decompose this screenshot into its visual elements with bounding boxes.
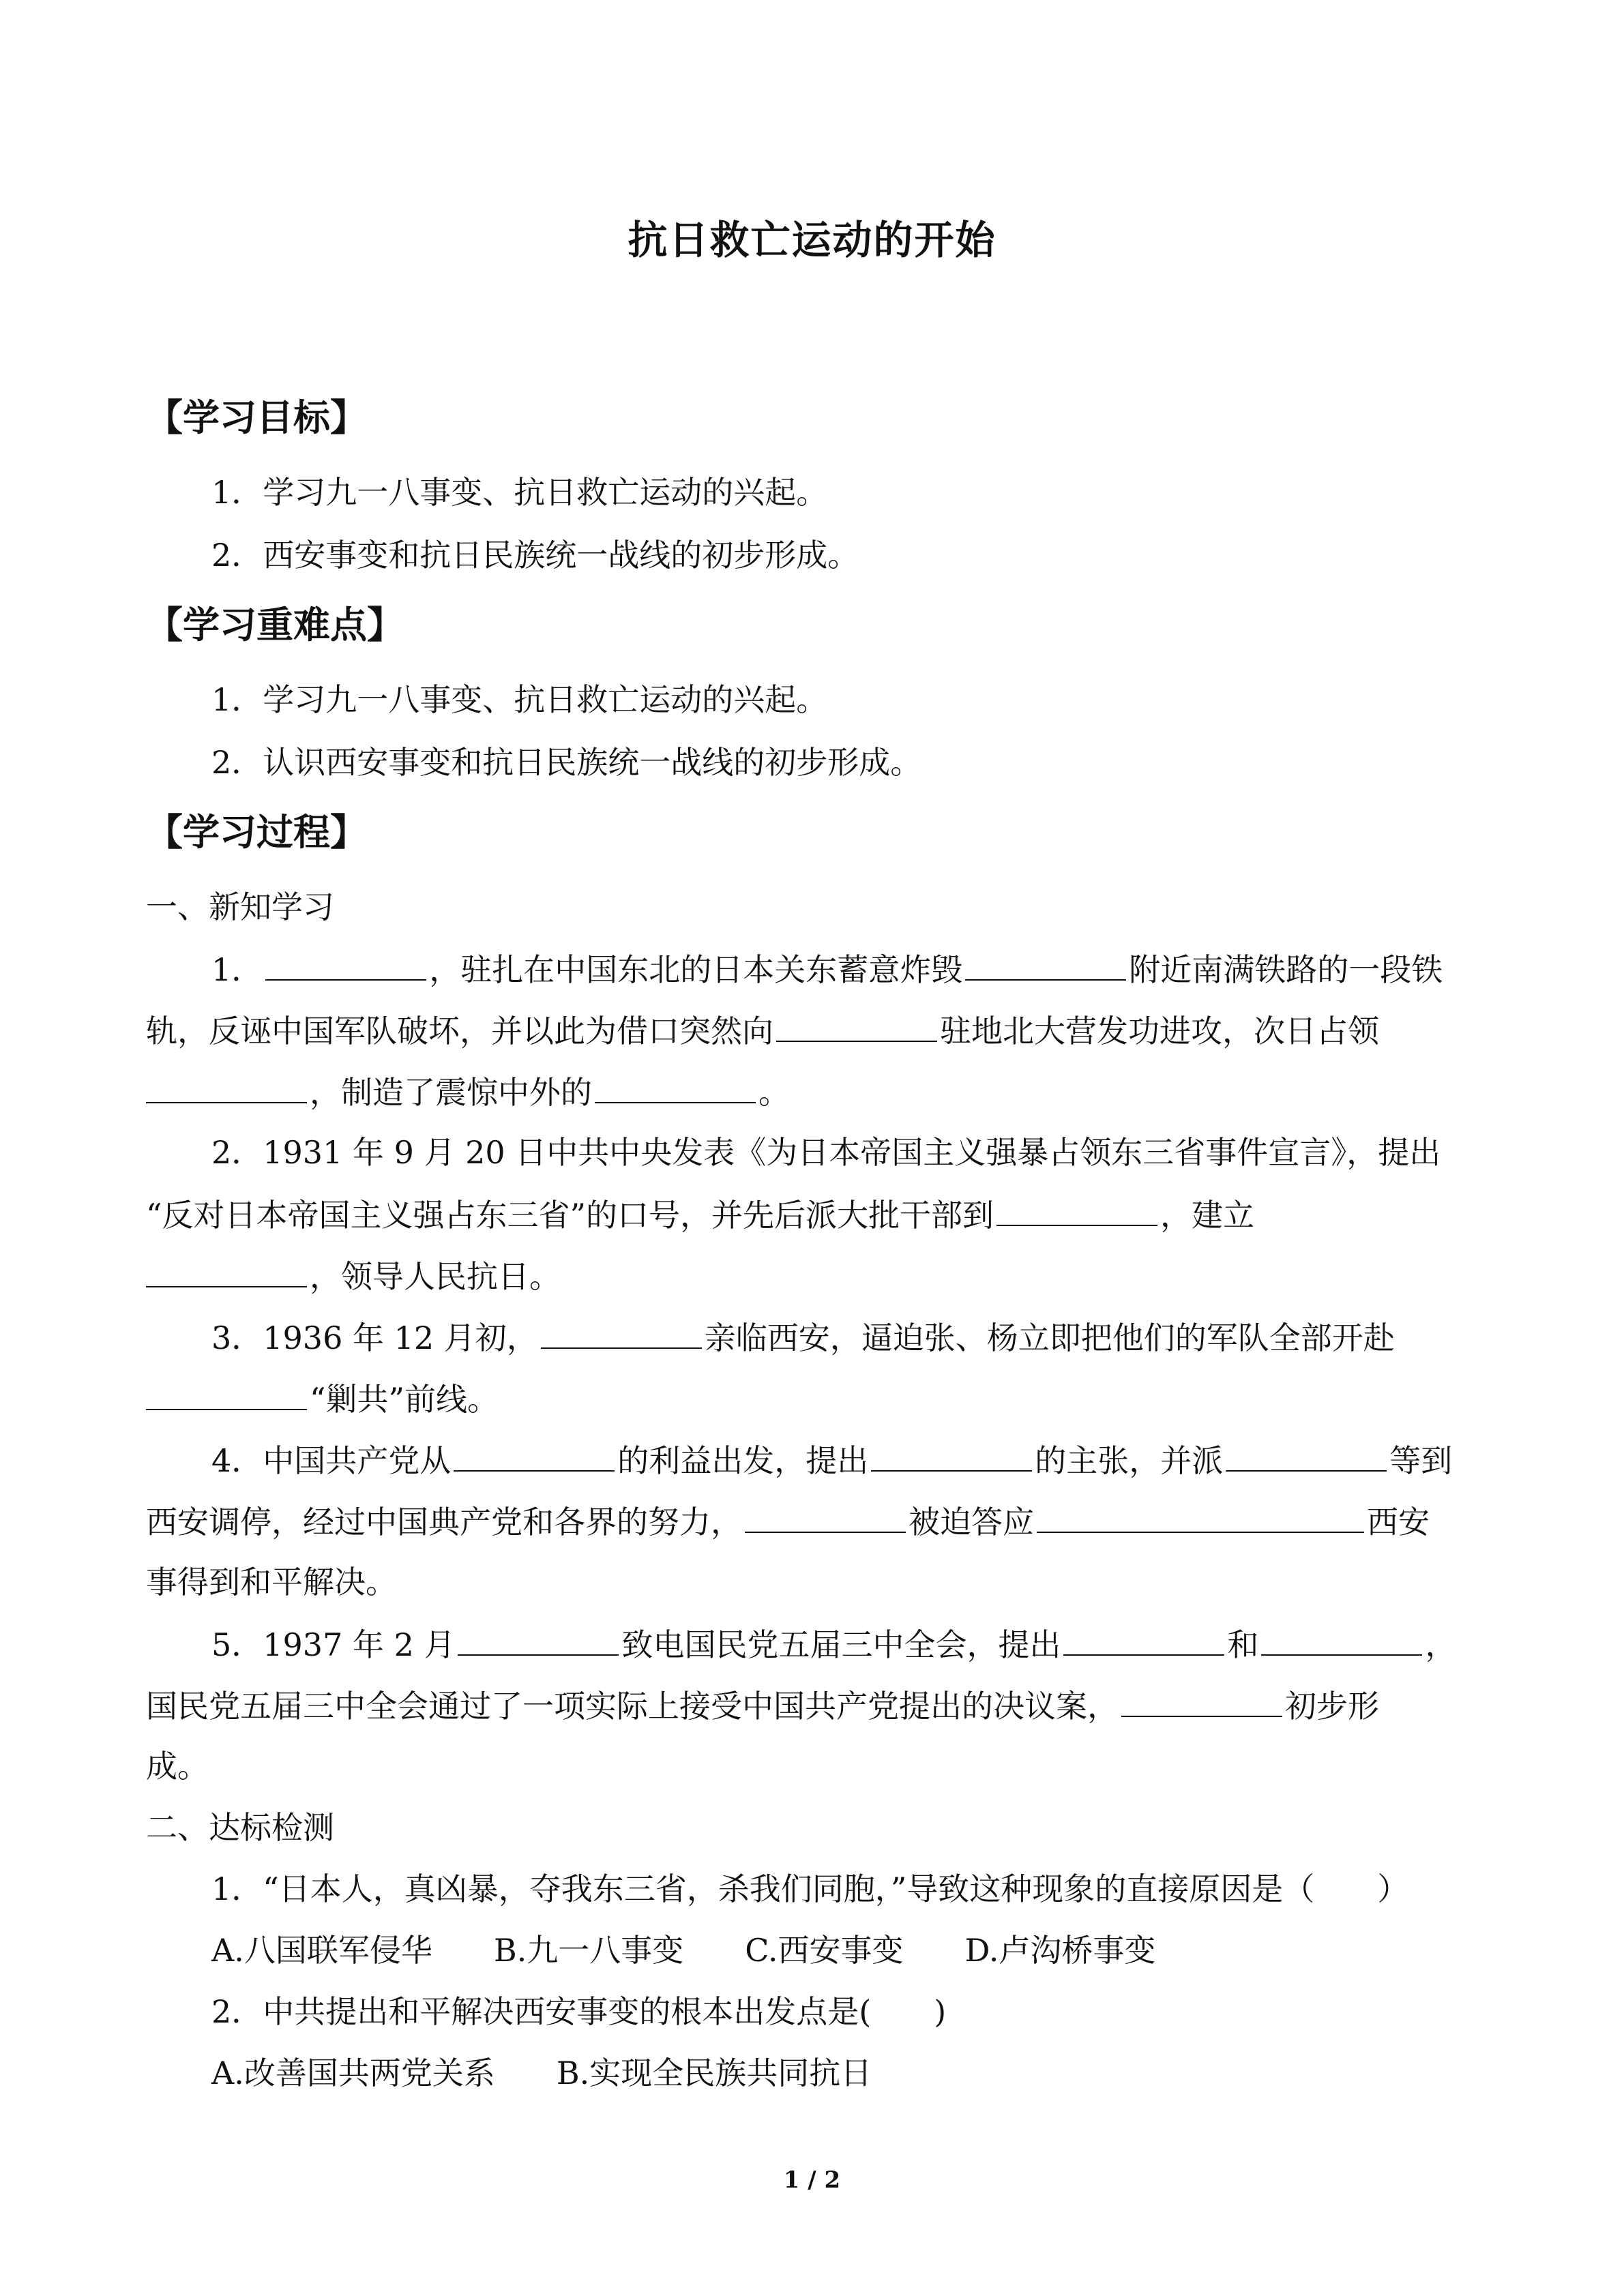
goal-item: 2．西安事变和抗日民族统一战线的初步形成。 bbox=[211, 537, 859, 573]
text: 亲临西安，逼迫张、杨立即把他们的军队全部开赴 bbox=[704, 1320, 1395, 1356]
text: 1． bbox=[211, 951, 263, 988]
text: 。 bbox=[758, 1074, 790, 1111]
page-number: 1 / 2 bbox=[783, 2166, 841, 2194]
fill-q5-line2 bbox=[146, 1684, 1483, 1727]
fill-q2-line2 bbox=[146, 1193, 1483, 1236]
text: 致电国民党五届三中全会，提出 bbox=[621, 1626, 1061, 1663]
fill-q3-line2 bbox=[146, 1377, 1483, 1420]
text: “反对日本帝国主义强占东三省”的口号，并先后派大批干部到 bbox=[146, 1197, 994, 1234]
key-point-item: 2．认识西安事变和抗日民族统一战线的初步形成。 bbox=[211, 744, 922, 781]
option-a[interactable]: A.改善国共两党关系 bbox=[211, 2055, 495, 2091]
test-q1-options bbox=[211, 1930, 1548, 1971]
test-q2-options bbox=[211, 2053, 1548, 2093]
goals-heading: 【学习目标】 bbox=[146, 396, 367, 439]
option-b[interactable]: B.实现全民族共同抗日 bbox=[556, 2055, 872, 2091]
answer-blank[interactable] bbox=[454, 1439, 615, 1472]
key-point-item: 1．学习九一八事变、抗日救亡运动的兴起。 bbox=[211, 681, 828, 718]
fill-q4-line1 bbox=[211, 1439, 1548, 1481]
fill-q5-line3: 成。 bbox=[146, 1748, 209, 1785]
answer-blank[interactable] bbox=[745, 1500, 906, 1533]
text: “剿共”前线。 bbox=[310, 1381, 499, 1418]
text: 被迫答应 bbox=[909, 1504, 1034, 1540]
text: 国民党五届三中全会通过了一项实际上接受中国共产党提出的决议案， bbox=[146, 1688, 1119, 1725]
answer-blank[interactable] bbox=[776, 1009, 937, 1042]
text: ，制造了震惊中外的 bbox=[310, 1074, 592, 1111]
fill-q2-line3 bbox=[146, 1255, 1483, 1297]
answer-blank[interactable] bbox=[146, 1377, 307, 1410]
text: 等到 bbox=[1389, 1442, 1453, 1479]
goal-item: 1．学习九一八事变、抗日救亡运动的兴起。 bbox=[211, 474, 828, 511]
fill-q5-line1 bbox=[211, 1623, 1548, 1665]
answer-blank[interactable] bbox=[265, 948, 426, 981]
answer-blank[interactable] bbox=[996, 1193, 1157, 1226]
answer-blank[interactable] bbox=[1121, 1684, 1282, 1717]
text: 初步形 bbox=[1285, 1688, 1379, 1725]
test-q2-stem: 2．中共提出和平解决西安事变的根本出发点是( ) bbox=[211, 1993, 947, 2030]
text: 5．1937 年 2 月 bbox=[211, 1626, 456, 1663]
text: 和 bbox=[1227, 1626, 1259, 1663]
answer-blank[interactable] bbox=[146, 1255, 307, 1287]
text: 轨，反诬中国军队破坏，并以此为借口突然向 bbox=[146, 1013, 773, 1049]
fill-q4-line3: 事得到和平解决。 bbox=[146, 1564, 397, 1600]
answer-blank[interactable] bbox=[1226, 1439, 1387, 1472]
fill-q4-line2 bbox=[146, 1500, 1483, 1542]
option-a[interactable]: A.八国联军侵华 bbox=[211, 1932, 432, 1969]
answer-blank[interactable] bbox=[1261, 1623, 1422, 1656]
text: 西安 bbox=[1367, 1504, 1430, 1540]
option-b[interactable]: B.九一八事变 bbox=[493, 1932, 684, 1969]
key-points-heading: 【学习重难点】 bbox=[146, 603, 404, 646]
fill-q1-line1 bbox=[211, 948, 1548, 990]
text: 的利益出发，提出 bbox=[617, 1442, 869, 1479]
part1-heading: 一、新知学习 bbox=[146, 889, 334, 925]
page-title: 抗日救亡运动的开始 bbox=[628, 217, 996, 263]
answer-blank[interactable] bbox=[965, 948, 1126, 981]
text: ，领导人民抗日。 bbox=[310, 1258, 561, 1295]
fill-q1-line3 bbox=[146, 1071, 1483, 1113]
fill-q3-line1 bbox=[211, 1316, 1548, 1358]
answer-blank[interactable] bbox=[1037, 1500, 1364, 1533]
process-heading: 【学习过程】 bbox=[146, 811, 367, 854]
text: 的主张，并派 bbox=[1035, 1442, 1224, 1479]
text: ， bbox=[1425, 1626, 1457, 1663]
option-d[interactable]: D.卢沟桥事变 bbox=[964, 1932, 1156, 1969]
text: ，建立 bbox=[1160, 1197, 1255, 1234]
text: 驻地北大营发功进攻，次日占领 bbox=[940, 1013, 1379, 1049]
answer-blank[interactable] bbox=[146, 1071, 307, 1103]
text: ，驻扎在中国东北的日本关东蓄意炸毁 bbox=[429, 951, 963, 988]
text: 附近南满铁路的一段铁 bbox=[1129, 951, 1443, 988]
answer-blank[interactable] bbox=[541, 1316, 702, 1349]
answer-blank[interactable] bbox=[595, 1071, 756, 1103]
answer-blank[interactable] bbox=[458, 1623, 619, 1656]
fill-q1-line2 bbox=[146, 1009, 1483, 1052]
text: 3．1936 年 12 月初， bbox=[211, 1320, 538, 1356]
test-q1-stem: 1．“日本人，真凶暴，夺我东三省，杀我们同胞，”导致这种现象的直接原因是（ ） bbox=[211, 1870, 1409, 1907]
text: 4．中国共产党从 bbox=[211, 1442, 452, 1479]
option-c[interactable]: C.西安事变 bbox=[745, 1932, 904, 1969]
text: 西安调停，经过中国典产党和各界的努力， bbox=[146, 1504, 742, 1540]
answer-blank[interactable] bbox=[1063, 1623, 1224, 1656]
answer-blank[interactable] bbox=[871, 1439, 1032, 1472]
fill-q2-line1: 2．1931 年 9 月 20 日中共中央发表《为日本帝国主义强暴占领东三省事件宣言》，提出 bbox=[211, 1134, 1441, 1171]
part2-heading: 二、达标检测 bbox=[146, 1809, 334, 1846]
